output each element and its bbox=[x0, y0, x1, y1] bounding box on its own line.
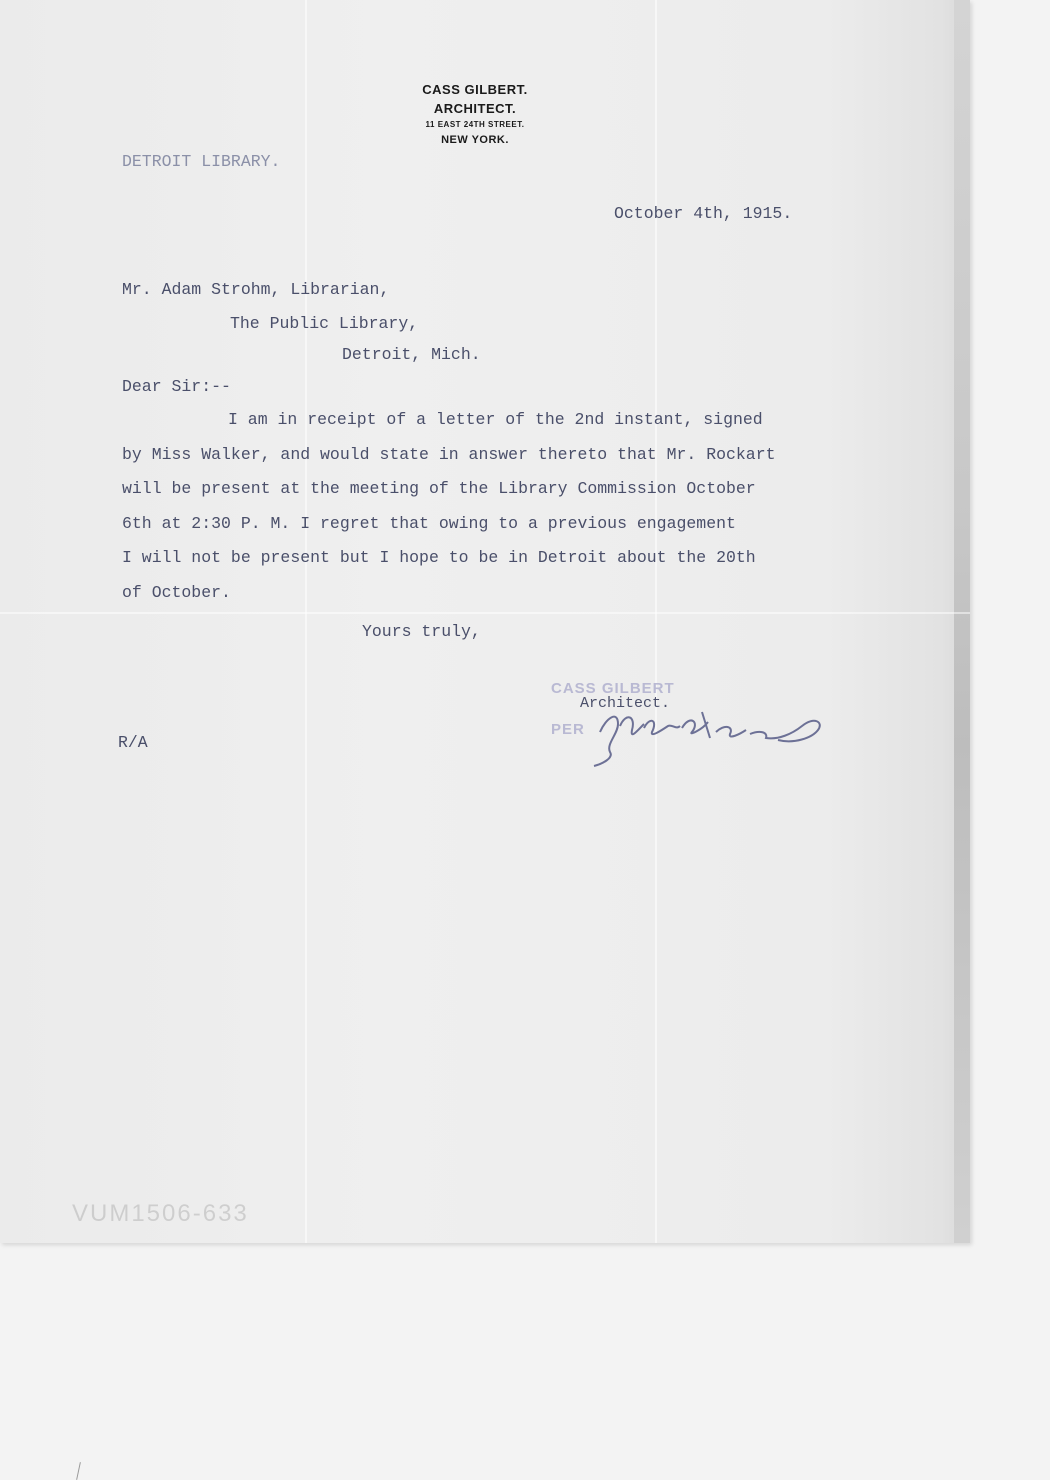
fold-line bbox=[0, 612, 970, 614]
addressee-line: Mr. Adam Strohm, Librarian, bbox=[122, 280, 390, 299]
sheet-edge bbox=[954, 0, 970, 1243]
file-label: DETROIT LIBRARY. bbox=[122, 152, 281, 171]
body-line: I am in receipt of a letter of the 2nd instant, signed bbox=[228, 410, 763, 429]
body-line: by Miss Walker, and would state in answer thereto that Mr. Rockart bbox=[122, 444, 776, 464]
letterhead-street: 11 EAST 24TH STREET. bbox=[425, 120, 525, 129]
stamp-title: Architect. bbox=[580, 695, 671, 712]
letterhead-title: ARCHITECT. bbox=[433, 101, 517, 116]
signature-image bbox=[592, 700, 832, 770]
letterhead-city: NEW YORK. bbox=[441, 134, 509, 146]
stamp-name: CASS GILBERT bbox=[551, 680, 675, 697]
letterhead-name: CASS GILBERT. bbox=[422, 82, 528, 97]
letter-date: October 4th, 1915. bbox=[614, 204, 793, 223]
closing: Yours truly, bbox=[362, 622, 481, 641]
body-line: 6th at 2:30 P. M. I regret that owing to a previous engagement bbox=[122, 513, 736, 533]
addressee-line: The Public Library, bbox=[230, 314, 419, 333]
salutation: Dear Sir:-- bbox=[122, 377, 231, 396]
body-line: of October. bbox=[122, 582, 231, 602]
typist-initials: R/A bbox=[118, 733, 148, 752]
fold-line bbox=[655, 0, 657, 1243]
paper-fiber bbox=[76, 1462, 81, 1480]
body-line: will be present at the meeting of the Library Commission October bbox=[122, 479, 756, 498]
letterhead bbox=[340, 80, 610, 148]
addressee-line: Detroit, Mich. bbox=[342, 345, 481, 364]
stamp-per: PER bbox=[551, 721, 585, 738]
fold-line bbox=[305, 0, 307, 1243]
body-line: I will not be present but I hope to be in Detroit about the 20th bbox=[122, 548, 756, 567]
archive-number: VUM1506-633 bbox=[72, 1200, 249, 1227]
letter-body bbox=[122, 403, 902, 610]
